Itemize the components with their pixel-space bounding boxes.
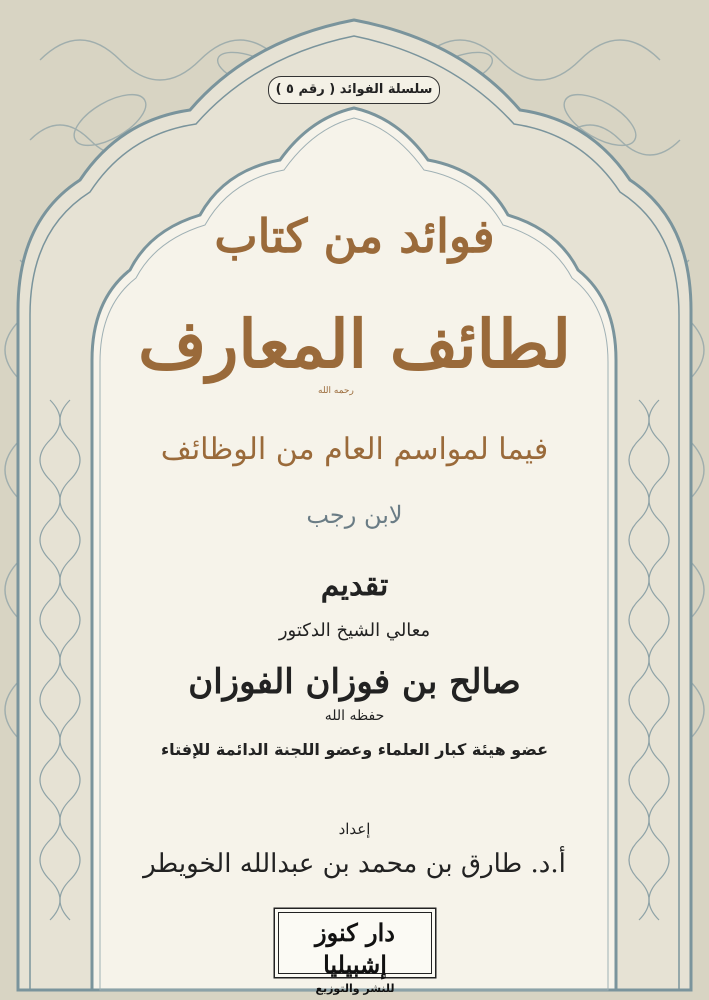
preparation-label: إعداد bbox=[338, 820, 371, 838]
author-honorific: رحمه الله bbox=[318, 386, 354, 396]
series-badge: سلسلة الفوائد ( رقم ٥ ) bbox=[268, 76, 440, 104]
introduction-label: تقديم bbox=[320, 568, 389, 603]
introducer-role: عضو هيئة كبار العلماء وعضو اللجنة الدائمة للإفتاء bbox=[160, 740, 549, 759]
publisher-tagline: للنشر والتوزيع bbox=[315, 982, 395, 995]
publisher-name: دار كنوز إشبيليا bbox=[315, 918, 395, 979]
book-subtitle: فيما لمواسم العام من الوظائف bbox=[160, 432, 549, 467]
book-title-line1: فوائد من كتاب bbox=[214, 209, 495, 263]
introducer-honorific: حفظه الله bbox=[324, 708, 385, 724]
introducer-title: معالي الشيخ الدكتور bbox=[278, 620, 431, 641]
introducer-name: صالح بن فوزان الفوزان bbox=[188, 662, 521, 702]
book-title-line2: لطائف المعارف bbox=[138, 305, 571, 383]
publisher-logo bbox=[278, 912, 432, 995]
original-author: لابن رجب bbox=[306, 501, 403, 529]
preparer-name: أ.د. طارق بن محمد بن عبدالله الخويطر bbox=[143, 849, 566, 879]
